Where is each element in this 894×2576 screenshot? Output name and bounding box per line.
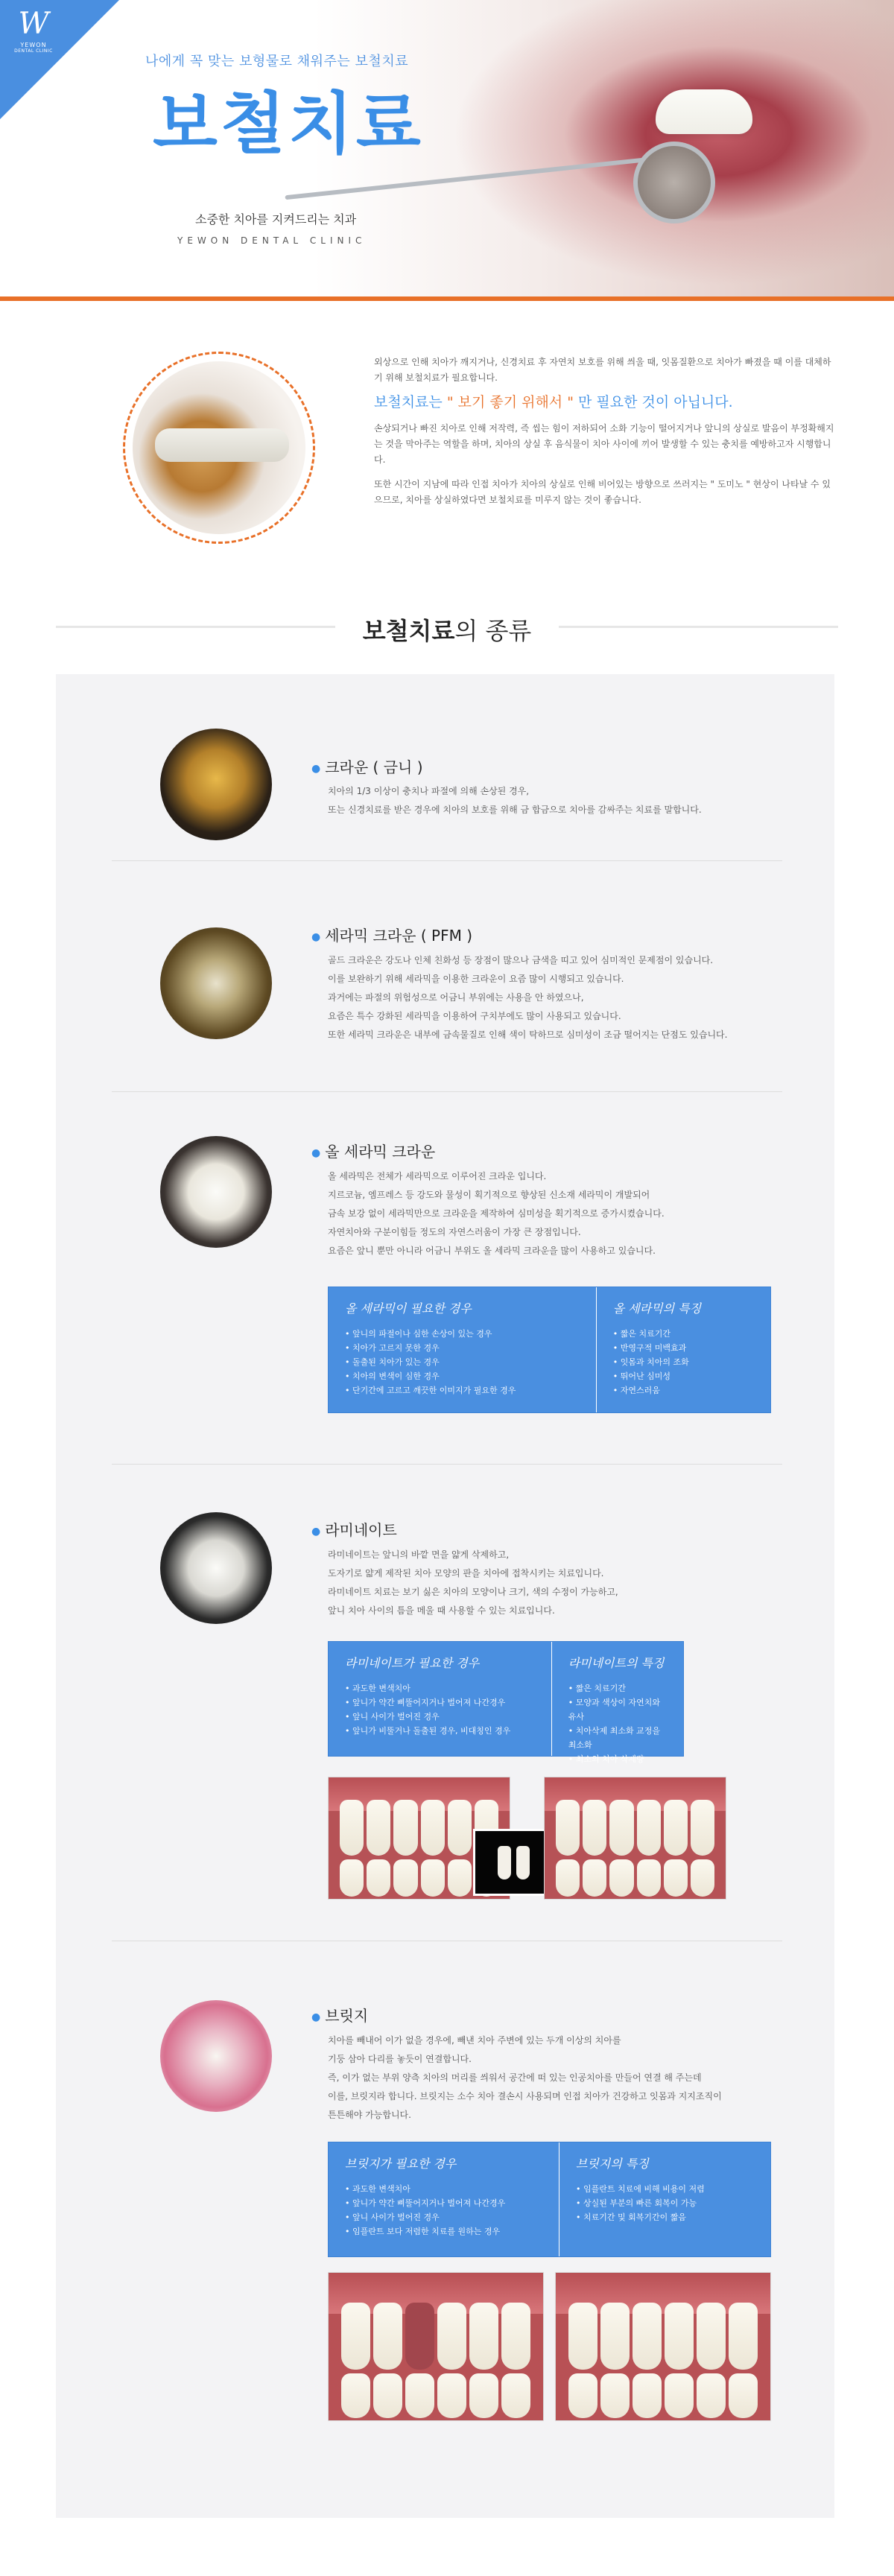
highlight-suffix: 만 필요한 것이 아닙니다. <box>573 394 733 410</box>
feature-item: • 임플란트 치료에 비해 비용이 저렴 <box>576 2182 754 2196</box>
desc-line: 도자기로 얇게 제작된 치아 모양의 판을 치아에 접착시키는 치료입니다. <box>328 1568 604 1579</box>
feature-list <box>613 1327 754 1398</box>
item-desc-all-ceramic <box>328 1167 812 1260</box>
bridge-feature-box <box>328 2142 771 2257</box>
feature-heading: 브릿지의 특징 <box>575 2157 649 2171</box>
laminate-feature-box <box>328 1641 684 1764</box>
intro-para-3: 또한 시간이 지남에 따라 인접 치아가 치아의 상실로 인해 비어있는 방향으로 쓰러지는 " 도미노 " 현상이 나타날 수 있으므로, 치아를 상실하였다면 보철치료를 미루지 않는 것이 좋습니다. <box>374 479 831 505</box>
feature-list <box>568 1681 667 1766</box>
feature-item: • 돌출된 치아가 있는 경우 <box>345 1355 580 1369</box>
dental-mirror <box>633 142 715 223</box>
hero-divider-bar <box>0 296 894 301</box>
feature-needs <box>329 1642 551 1756</box>
feature-item: • 자연스러움 <box>613 1383 754 1398</box>
feature-item: • 과도한 변색치아 <box>345 2182 542 2196</box>
desc-line: 이를 보완하기 위해 세라믹을 이용한 크라운이 요즘 많이 시행되고 있습니다. <box>328 974 624 984</box>
item-title-bridge <box>311 2004 368 2025</box>
feature-item: • 앞니가 약간 삐뚤어지거나 벌어져 나간경우 <box>345 2196 542 2210</box>
feature-item: • 앞니가 약간 삐뚤어지거나 벌어져 나간경우 <box>345 1695 535 1710</box>
section-line-right <box>559 626 838 628</box>
desc-line: 앞니 치아 사이의 틈을 메울 때 사용할 수 있는 치료입니다. <box>328 1605 555 1616</box>
hero-teeth <box>656 89 752 134</box>
feature-item: • 앞니의 파절이나 심한 손상이 있는 경우 <box>345 1327 580 1341</box>
desc-line: 금속 보강 없이 세라믹만으로 크라운을 제작하여 심미성을 획기적으로 증가시켰습니다. <box>328 1208 665 1219</box>
desc-line: 골드 크라운은 강도나 인체 친화성 등 장점이 많으나 금색을 띠고 있어 심미적인 문제점이 있습니다. <box>328 955 714 965</box>
bridge-image <box>160 2000 272 2112</box>
desc-line: 요즘은 앞니 뿐만 아니라 어금니 부위도 올 세라믹 크라운을 많이 사용하고 있습니다. <box>328 1246 656 1256</box>
feature-item: • 뛰어난 심미성 <box>613 1369 754 1383</box>
feature-item: • 상실된 부분의 빠른 회복이 가능 <box>576 2196 754 2210</box>
feature-list <box>345 1681 535 1738</box>
section-title-bold: 보철치료 <box>362 617 455 645</box>
item-title-text: 크라운 ( 금니 ) <box>325 758 423 776</box>
item-divider <box>112 860 782 861</box>
feature-heading: 올 세라믹이 필요한 경우 <box>345 1301 472 1316</box>
desc-line: 치아를 빼내어 이가 없을 경우에, 빼낸 치아 주변에 있는 두개 이상의 치아를 <box>328 2035 621 2046</box>
logo-sub: DENTAL CLINIC <box>14 48 53 54</box>
intro-para-1: 외상으로 인해 치아가 깨지거나, 신경치료 후 자연치 보호를 위해 씌울 때, 잇몸질환으로 치아가 빠졌을 때 이를 대체하기 위해 보철치료가 필요합니다. <box>374 357 831 383</box>
feature-item: • 반영구적 미백효과 <box>613 1341 754 1355</box>
desc-line: 또는 신경치료를 받은 경우에 치아의 보호를 위해 금 합금으로 치아를 감싸주는 치료를 말합니다. <box>328 805 702 815</box>
desc-line: 라미네이트는 앞니의 바깥 면을 얇게 삭제하고, <box>328 1549 510 1560</box>
bridge-prosthesis <box>155 428 289 462</box>
desc-line: 치아의 1/3 이상이 충치나 파절에 의해 손상된 경우, <box>328 786 530 796</box>
feature-item: • 최소의 치아 삭제량 <box>568 1752 667 1766</box>
feature-item: • 치아의 변색이 심한 경우 <box>345 1369 580 1383</box>
feature-item: • 짧은 치료기간 <box>613 1327 754 1341</box>
feature-list <box>576 2182 754 2224</box>
laminate-after-photo <box>544 1777 726 1900</box>
all-ceramic-image <box>160 1136 272 1248</box>
item-title-text: 브릿지 <box>325 2007 369 2025</box>
feature-item: • 앞니 사이가 벌어진 경우 <box>345 1710 535 1724</box>
highlight-quote: " 보기 좋기 위해서 " <box>446 394 574 410</box>
desc-line: 즉, 이가 없는 부위 양측 치아의 머리를 씌워서 공간에 떠 있는 인공치아를 만들어 연결 해 주는데 <box>328 2072 702 2083</box>
laminate-veneer-photo <box>473 1829 555 1896</box>
section-title-light: 의 종류 <box>454 617 532 645</box>
item-title-crown <box>311 755 423 777</box>
item-title-laminate <box>311 1518 397 1540</box>
item-title-all-ceramic <box>311 1140 435 1161</box>
laminate-image <box>160 1512 272 1624</box>
hero-banner <box>0 0 894 298</box>
desc-line: 자연치아와 구분이힘들 정도의 자연스러움이 가장 큰 장점입니다. <box>328 1227 581 1237</box>
section-line-left <box>56 626 335 628</box>
item-title-text: 세라믹 크라운 ( PFM ) <box>325 927 472 945</box>
section-title <box>335 612 559 647</box>
feature-item: • 앞니 사이가 벌어진 경우 <box>345 2210 542 2224</box>
item-desc-crown <box>328 782 805 819</box>
bullet-icon: ● <box>311 1525 321 1538</box>
desc-line: 튼튼해야 가능합니다. <box>328 2110 411 2120</box>
feature-item: • 모양과 색상이 자연치와 유사 <box>568 1695 667 1724</box>
desc-line: 지르코늄, 엠프레스 등 강도와 물성이 획기적으로 향상된 신소재 세라믹이 개발되어 <box>328 1190 650 1200</box>
bullet-icon: ● <box>311 762 321 775</box>
item-divider <box>112 1091 782 1092</box>
bullet-icon: ● <box>311 930 321 943</box>
feature-heading: 올 세라믹의 특징 <box>612 1301 702 1316</box>
feature-traits <box>596 1287 770 1412</box>
feature-list <box>345 1327 580 1398</box>
item-desc-pfm <box>328 951 812 1044</box>
feature-traits <box>559 2142 770 2256</box>
all-ceramic-feature-box <box>328 1287 771 1413</box>
item-desc-laminate <box>328 1546 812 1620</box>
intro-para-2: 손상되거나 빠진 치아로 인해 저작력, 즉 씹는 힘이 저하되어 소화 기능이 떨어지거나 앞니의 상실로 발음이 부정확해지는 것을 막아주는 역할을 하며, 치아의 상실 후 음식물이 치아 사이에 끼어 발생할 수 있는 충치를 예방하고자 시행합니다. <box>374 423 834 465</box>
clinic-logo[interactable] <box>7 6 60 73</box>
highlight-prefix: 보철치료는 <box>374 394 447 410</box>
desc-line: 기둥 삼아 다리를 놓듯이 연결합니다. <box>328 2054 472 2064</box>
item-title-text: 올 세라믹 크라운 <box>325 1143 436 1161</box>
logo-name: YEWON <box>20 42 47 48</box>
feature-heading: 라미네이트의 특징 <box>568 1656 665 1670</box>
gold-crown-image <box>160 729 272 840</box>
prosthesis-photo <box>133 361 305 534</box>
feature-needs <box>329 2142 559 2256</box>
item-divider <box>112 1464 782 1465</box>
feature-item: • 과도한 변색치아 <box>345 1681 535 1695</box>
feature-item: • 앞니가 비뚤거나 돌출된 경우, 비대칭인 경우 <box>345 1724 535 1738</box>
page-title: 보철치료 <box>153 85 424 163</box>
feature-item: • 치료기간 및 회복기간이 짧음 <box>576 2210 754 2224</box>
hero-tagline: 나에게 꼭 맞는 보형물로 채워주는 보철치료 <box>145 54 409 69</box>
logo-mark: W <box>18 7 49 41</box>
feature-list <box>345 2182 542 2239</box>
bullet-icon: ● <box>311 2011 321 2023</box>
desc-line: 이를, 브릿지라 합니다. 브릿지는 소수 치아 결손시 사용되며 인접 치아가 건강하고 잇몸과 지지조직이 <box>328 2091 722 2101</box>
feature-item: • 임플란트 보다 저렴한 치료를 원하는 경우 <box>345 2224 542 2239</box>
item-title-pfm <box>311 924 472 945</box>
feature-traits <box>551 1642 683 1764</box>
bridge-after-photo <box>555 2272 771 2421</box>
desc-line: 라미네이트 치료는 보기 싫은 치아의 모양이나 크기, 색의 수정이 가능하고, <box>328 1587 618 1597</box>
feature-heading: 브릿지가 필요한 경우 <box>345 2157 457 2171</box>
hero-subtitle: 소중한 치아를 지켜드리는 치과 <box>195 212 357 226</box>
item-title-text: 라미네이트 <box>325 1521 397 1539</box>
intro-text <box>374 355 836 517</box>
feature-needs <box>329 1287 596 1412</box>
item-desc-bridge <box>328 2031 812 2125</box>
desc-line: 요즘은 특수 강화된 세라믹을 이용하여 구치부에도 많이 사용되고 있습니다. <box>328 1011 621 1021</box>
feature-item: • 짧은 치료기간 <box>568 1681 667 1695</box>
feature-item: • 치아삭제 최소화 교정을 최소화 <box>568 1724 667 1752</box>
desc-line: 또한 세라믹 크라운은 내부에 금속물질로 인해 색이 탁하므로 심미성이 조금 떨어지는 단점도 있습니다. <box>328 1030 728 1040</box>
desc-line: 올 세라믹은 전체가 세라믹으로 이루어진 크라운 입니다. <box>328 1171 547 1181</box>
pfm-crown-image <box>160 927 272 1039</box>
bridge-before-photo <box>328 2272 544 2421</box>
intro-highlight <box>374 395 836 410</box>
feature-item: • 잇몸과 치아의 조화 <box>613 1355 754 1369</box>
intro-image <box>123 352 315 544</box>
feature-heading: 라미네이트가 필요한 경우 <box>345 1656 480 1670</box>
feature-item: • 치아가 고르지 못한 경우 <box>345 1341 580 1355</box>
desc-line: 과거에는 파절의 위험성으로 어금니 부위에는 사용을 안 하였으나, <box>328 992 584 1003</box>
clinic-name-en: YEWON DENTAL CLINIC <box>177 235 367 246</box>
feature-item: • 단기간에 고르고 깨끗한 이미지가 필요한 경우 <box>345 1383 580 1398</box>
bullet-icon: ● <box>311 1146 321 1159</box>
